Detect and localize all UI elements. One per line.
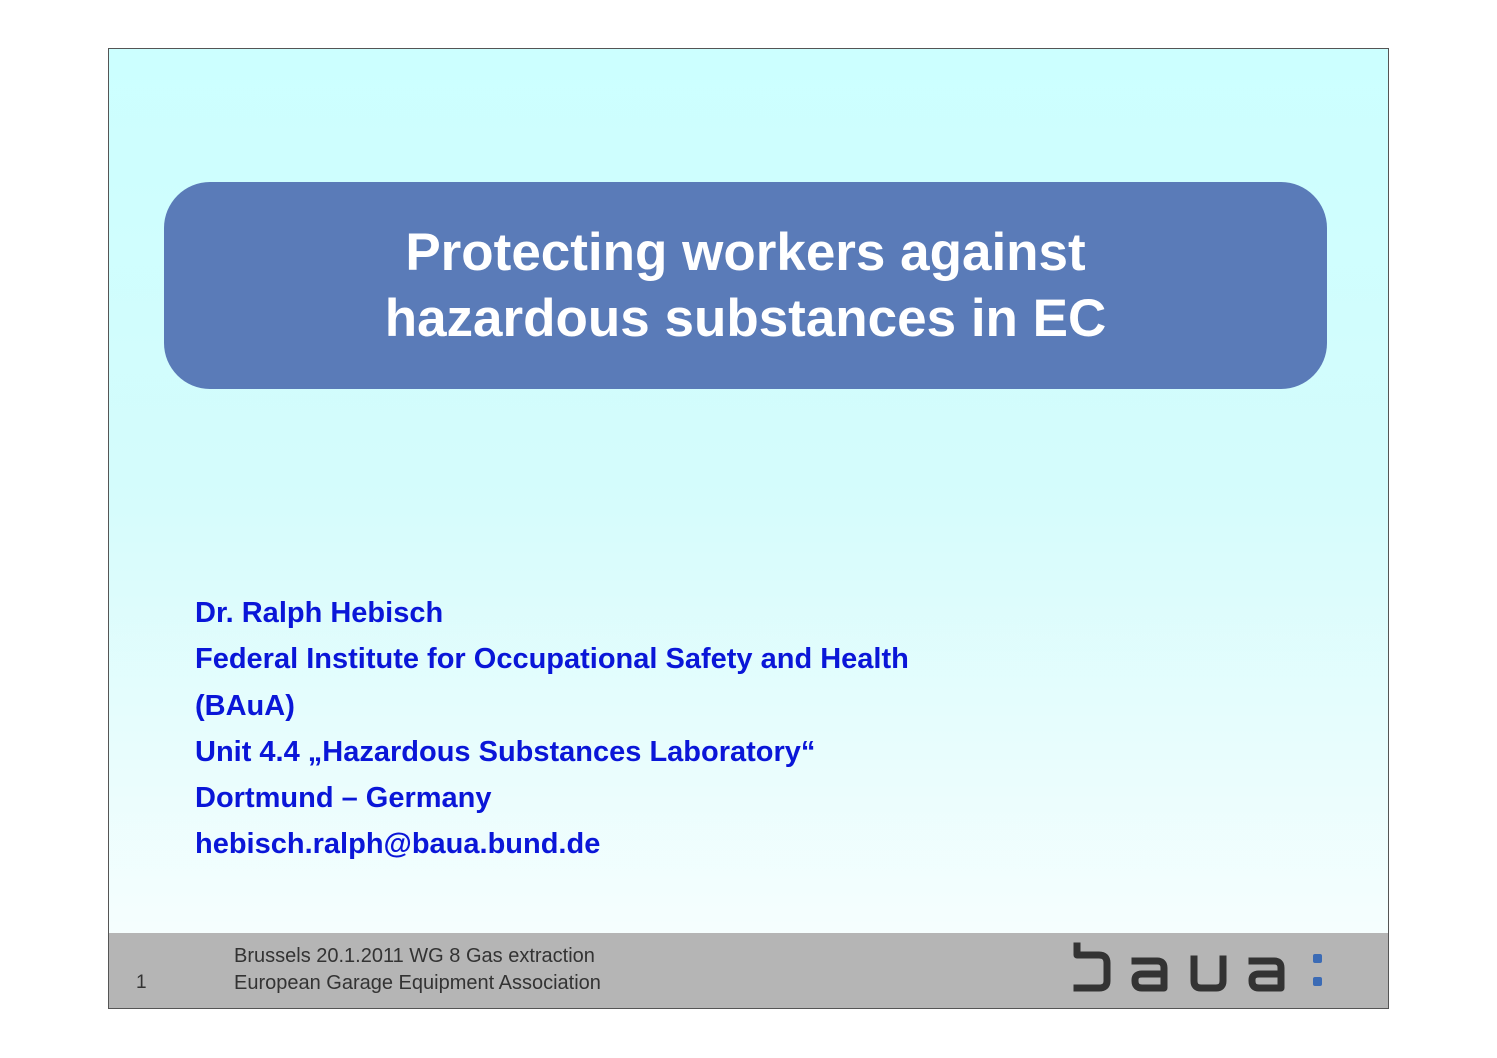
footer-line-2: European Garage Equipment Association xyxy=(234,972,601,994)
title-line-2: hazardous substances in EC xyxy=(384,288,1107,348)
email-address: hebisch.ralph@baua.bund.de xyxy=(195,828,601,861)
slide xyxy=(108,48,1389,1009)
title-line-1: Protecting workers against xyxy=(405,222,1086,282)
footer-text xyxy=(234,943,601,997)
institute-name: Federal Institute for Occupational Safety and Health xyxy=(195,643,909,676)
slide-title xyxy=(385,220,1107,352)
footer-line-1: Brussels 20.1.2011 WG 8 Gas extraction xyxy=(234,945,595,967)
author-name: Dr. Ralph Hebisch xyxy=(195,597,444,629)
location: Dortmund – Germany xyxy=(195,782,492,815)
baua-logo-icon xyxy=(1069,941,1329,999)
title-box xyxy=(164,182,1327,389)
page-number: 1 xyxy=(136,972,147,993)
slide-footer xyxy=(109,933,1388,1008)
unit-name: Unit 4.4 „Hazardous Substances Laboratory“ xyxy=(195,735,816,768)
author-info xyxy=(195,590,909,868)
institute-abbreviation: (BAuA) xyxy=(195,689,295,722)
